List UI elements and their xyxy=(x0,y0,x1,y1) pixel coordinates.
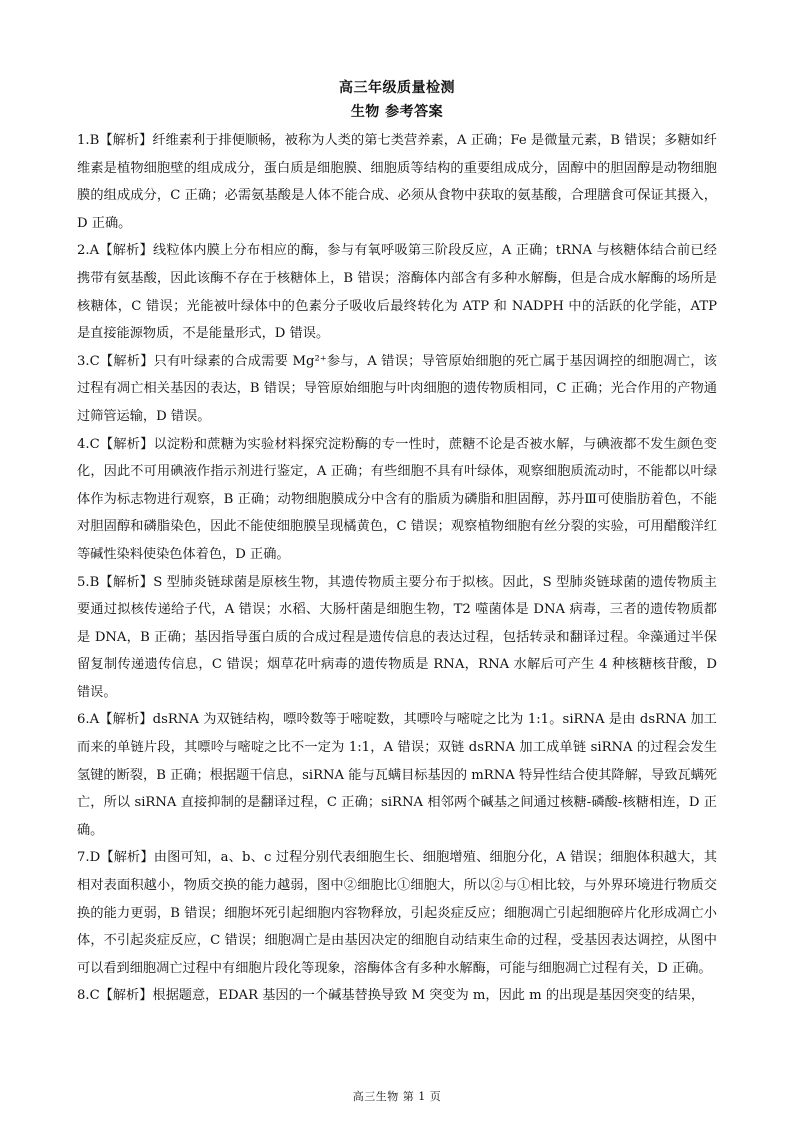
answer-item-5: 5.B【解析】S 型肺炎链球菌是原核生物，其遗传物质主要分布于拟核。因此，S 型肺炎链球菌的遗传物质主要通过拟核传递给子代，A 错误；水稻、大肠杆菌是细胞生物，T2 噬菌体是 DNA 病毒，三者的遗传物质都是 DNA，B 正确；基因指导蛋白质的合成过程是遗传信息的表达过程，包括转录和翻译过程。伞藻通过半保留复制传递遗传信息，C 错误；烟草花叶病毒的遗传物质是 RNA，RNA 水解后可产生 4 种核糖核苷酸，D 错误。 xyxy=(77,574,717,700)
page-title: 高三年级质量检测 xyxy=(339,80,455,96)
answer-item-8: 8.C【解析】根据题意，EDAR 基因的一个碱基替换导致 M 突变为 m，因此 m 的出现是基因突变的结果， xyxy=(77,988,705,1004)
answer-item-1: 1.B【解析】纤维素利于排便顺畅，被称为人类的第七类营养素，A 正确；Fe 是微量元素，B 错误；多糖如纤维素是植物细胞壁的组成成分，蛋白质是细胞膜、细胞质等结构的重要组成成分，固醇中的胆固醇是动物细胞膜的组成成分，C 正确；必需氨基酸是人体不能合成、必须从食物中获取的氨基酸，合理膳食可保证其摄入，D 正确。 xyxy=(77,133,717,231)
page-subtitle: 生物 参考答案 xyxy=(350,104,444,120)
answer-item-6: 6.A【解析】dsRNA 为双链结构，嘌呤数等于嘧啶数，其嘌呤与嘧啶之比为 1:1。siRNA 是由 dsRNA 加工而来的单链片段，其嘌呤与嘧啶之比不一定为 1:1，A 错误；双链 dsRNA 加工成单链 siRNA 的过程会发生氢键的断裂，B 正确；根据题干信息，siRNA 能与瓦螨目标基因的 mRNA 特异性结合使其降解，导致瓦螨死亡，所以 siRNA 直接抑制的是翻译过程，C 正确；siRNA 相邻两个碱基之间通过核糖-磷酸-核糖相连，D 正确。 xyxy=(77,712,717,838)
answer-item-4: 4.C【解析】以淀粉和蔗糖为实验材料探究淀粉酶的专一性时，蔗糖不论是否被水解，与碘液都不发生颜色变化，因此不可用碘液作指示剂进行鉴定，A 正确；有些细胞不具有叶绿体，观察细胞质流动时，不能都以叶绿体作为标志物进行观察，B 正确；动物细胞膜成分中含有的脂质为磷脂和胆固醇，苏丹Ⅲ可使脂肪着色，不能对胆固醇和磷脂染色，因此不能使细胞膜呈现橘黄色，C 错误；观察植物细胞有丝分裂的实验，可用醋酸洋红等碱性染料使染色体着色，D 正确。 xyxy=(77,436,717,562)
answer-item-3: 3.C【解析】只有叶绿素的合成需要 Mg²⁺参与，A 错误；导管原始细胞的死亡属于基因调控的细胞凋亡，该过程有凋亡相关基因的表达，B 错误；导管原始细胞与叶肉细胞的遗传物质相同，C 正确；光合作用的产物通过筛管运输，D 错误。 xyxy=(77,353,717,424)
answer-item-7: 7.D【解析】由图可知，a、b、c 过程分别代表细胞生长、细胞增殖、细胞分化，A 错误；细胞体积越大，其相对表面积越小，物质交换的能力越弱，图中②细胞比①细胞大，所以②与①相比较，与外界环境进行物质交换的能力更弱，B 错误；细胞坏死引起细胞内容物释放，引起炎症反应；细胞凋亡引起细胞碎片化形成凋亡小体，不引起炎症反应，C 错误；细胞凋亡是由基因决定的细胞自动结束生命的过程，受基因表达调控，从图中可以看到细胞凋亡过程中有细胞片段化等现象，溶酶体含有多种水解酶，可能与细胞凋亡过程有关，D 正确。 xyxy=(77,850,717,976)
answer-list xyxy=(77,127,717,1010)
answer-item-2: 2.A【解析】线粒体内膜上分布相应的酶，参与有氧呼吸第三阶段反应，A 正确；tRNA 与核糖体结合前已经携带有氨基酸，因此该酶不存在于核糖体上，B 错误；溶酶体内部含有多种水解酶，但是合成水解酶的场所是核糖体，C 错误；光能被叶绿体中的色素分子吸收后最终转化为 ATP 和 NADPH 中的活跃的化学能，ATP 是直接能源物质，不是能量形式，D 错误。 xyxy=(77,243,717,342)
page-footer: 高三生物 第 1 页 xyxy=(352,1090,442,1103)
